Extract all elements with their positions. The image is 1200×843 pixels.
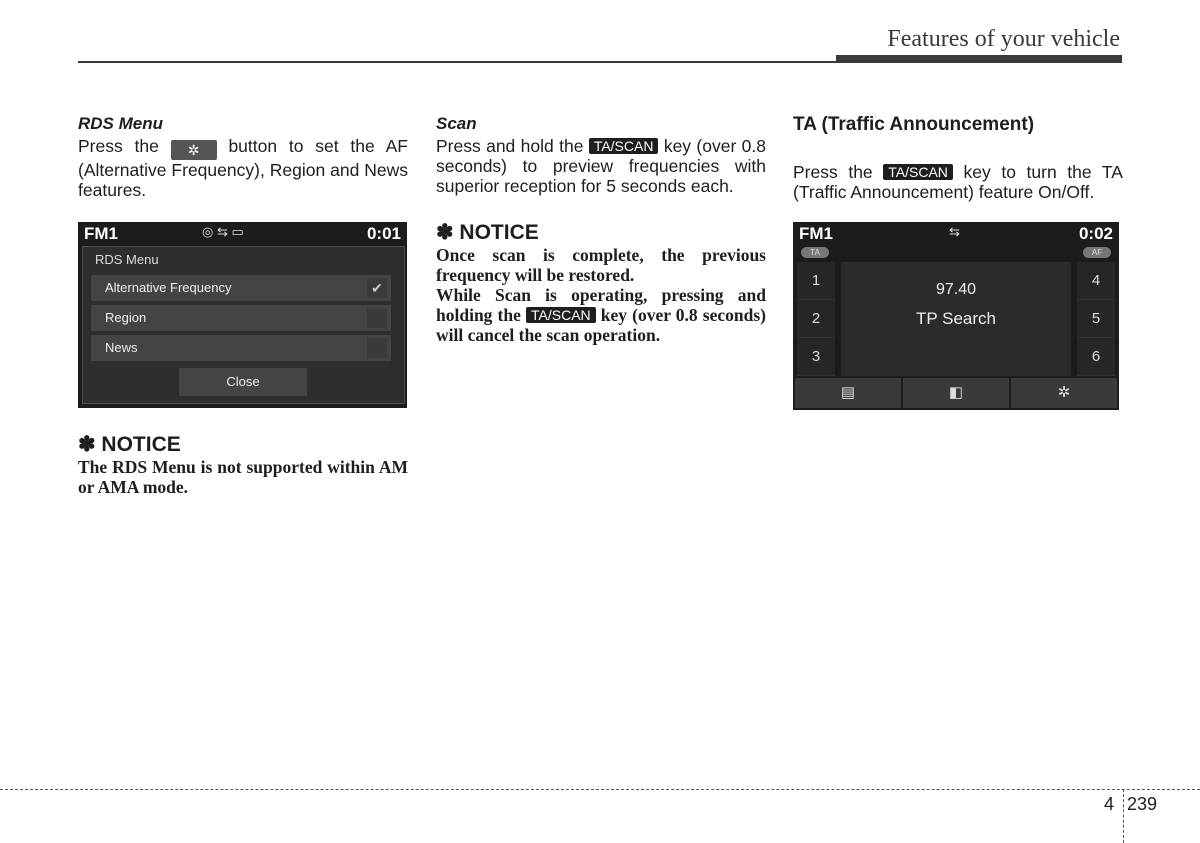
dialog-title: RDS Menu <box>95 252 159 267</box>
ta-paragraph <box>793 162 1123 202</box>
rds-para-post: button to set the AF (Alternative Frequency), Region and News features. <box>78 136 408 200</box>
scan-notice-pre: While Scan is operating, pressing and holding the <box>436 285 766 325</box>
gear-icon: ✲ <box>171 140 217 160</box>
screen-status-bar <box>84 224 401 244</box>
chapter-number: 4 <box>1104 794 1115 814</box>
radio-list-icon[interactable]: ▤ <box>795 378 901 408</box>
footer-rule <box>0 789 1200 790</box>
close-button[interactable]: Close <box>179 368 307 396</box>
ta-scan-key: TA/SCAN <box>883 164 953 180</box>
scan-notice-line1: Once scan is complete, the previous frequency will be restored. <box>436 245 766 285</box>
clock: 0:02 <box>1078 224 1113 243</box>
preset-button-5[interactable]: 5 <box>1077 300 1115 338</box>
menu-item-alternative-frequency[interactable] <box>91 275 391 301</box>
checkbox-empty[interactable] <box>367 338 387 358</box>
screen-status-bar <box>799 224 1113 246</box>
rds-menu-paragraph <box>78 136 408 200</box>
presets-right <box>1077 262 1115 376</box>
radio-icon[interactable]: ◧ <box>903 378 1009 408</box>
header-bar <box>836 55 1122 63</box>
presets-left <box>797 262 835 376</box>
usb-icon: ⇆ <box>949 224 960 239</box>
scan-heading: Scan <box>436 114 477 133</box>
rds-notice-heading: ✽ NOTICE <box>78 433 181 456</box>
preset-button-3[interactable]: 3 <box>797 338 835 376</box>
column-ta <box>793 114 1123 410</box>
header-rule <box>78 61 836 63</box>
footer-divider <box>1123 789 1124 843</box>
scan-paragraph <box>436 136 766 196</box>
preset-button-6[interactable]: 6 <box>1077 338 1115 376</box>
rds-notice-text: The RDS Menu is not supported within AM or AMA mode. <box>78 457 408 497</box>
rds-menu-dialog <box>82 246 405 404</box>
preset-button-1[interactable]: 1 <box>797 262 835 300</box>
clock: 0:01 <box>366 224 401 243</box>
band-label: FM1 <box>84 224 118 243</box>
scan-notice-heading: ✽ NOTICE <box>436 221 539 244</box>
ta-heading: TA (Traffic Announcement) <box>793 114 1035 135</box>
gear-icon[interactable]: ✲ <box>1011 378 1117 408</box>
menu-item-label: News <box>105 340 138 355</box>
page-number: 239 <box>1127 794 1158 814</box>
tuner-display <box>841 262 1071 376</box>
ta-para-post: key to turn the TA (Traffic Announcement) feature On/Off. <box>793 162 1123 202</box>
column-scan <box>436 114 766 345</box>
menu-item-label: Region <box>105 310 147 325</box>
status-icons: ◎ ⇆ ▭ <box>202 224 244 239</box>
ta-scan-key: TA/SCAN <box>526 307 596 323</box>
tp-search-status: TP Search <box>915 309 996 328</box>
scan-para-pre: Press and hold the <box>436 136 584 156</box>
scan-para-post: key (over 0.8 seconds) to preview frequencies with superior reception for 5 seconds each. <box>436 136 766 196</box>
check-icon[interactable]: ✔ <box>367 278 387 298</box>
ta-screen <box>793 222 1119 410</box>
bottom-toolbar <box>795 378 1117 408</box>
ta-scan-key: TA/SCAN <box>589 138 659 154</box>
page-header-title: Features of your vehicle <box>887 26 1120 52</box>
rds-para-pre: Press the <box>78 136 159 156</box>
menu-item-news[interactable] <box>91 335 391 361</box>
af-indicator: AF <box>1083 247 1111 258</box>
band-label: FM1 <box>799 224 833 243</box>
menu-item-region[interactable] <box>91 305 391 331</box>
rds-menu-heading: RDS Menu <box>78 114 163 133</box>
scan-notice-post: key (over 0.8 seconds) will cancel the scan operation. <box>436 305 767 345</box>
preset-button-4[interactable]: 4 <box>1077 262 1115 300</box>
column-rds-menu <box>78 114 408 497</box>
frequency-readout: 97.40 <box>935 281 977 298</box>
rds-menu-screen <box>78 222 407 408</box>
scan-notice-line2 <box>436 285 766 345</box>
checkbox-empty[interactable] <box>367 308 387 328</box>
ta-para-pre: Press the <box>793 162 873 182</box>
menu-item-label: Alternative Frequency <box>105 280 232 295</box>
preset-button-2[interactable]: 2 <box>797 300 835 338</box>
ta-indicator: TA <box>801 247 829 258</box>
